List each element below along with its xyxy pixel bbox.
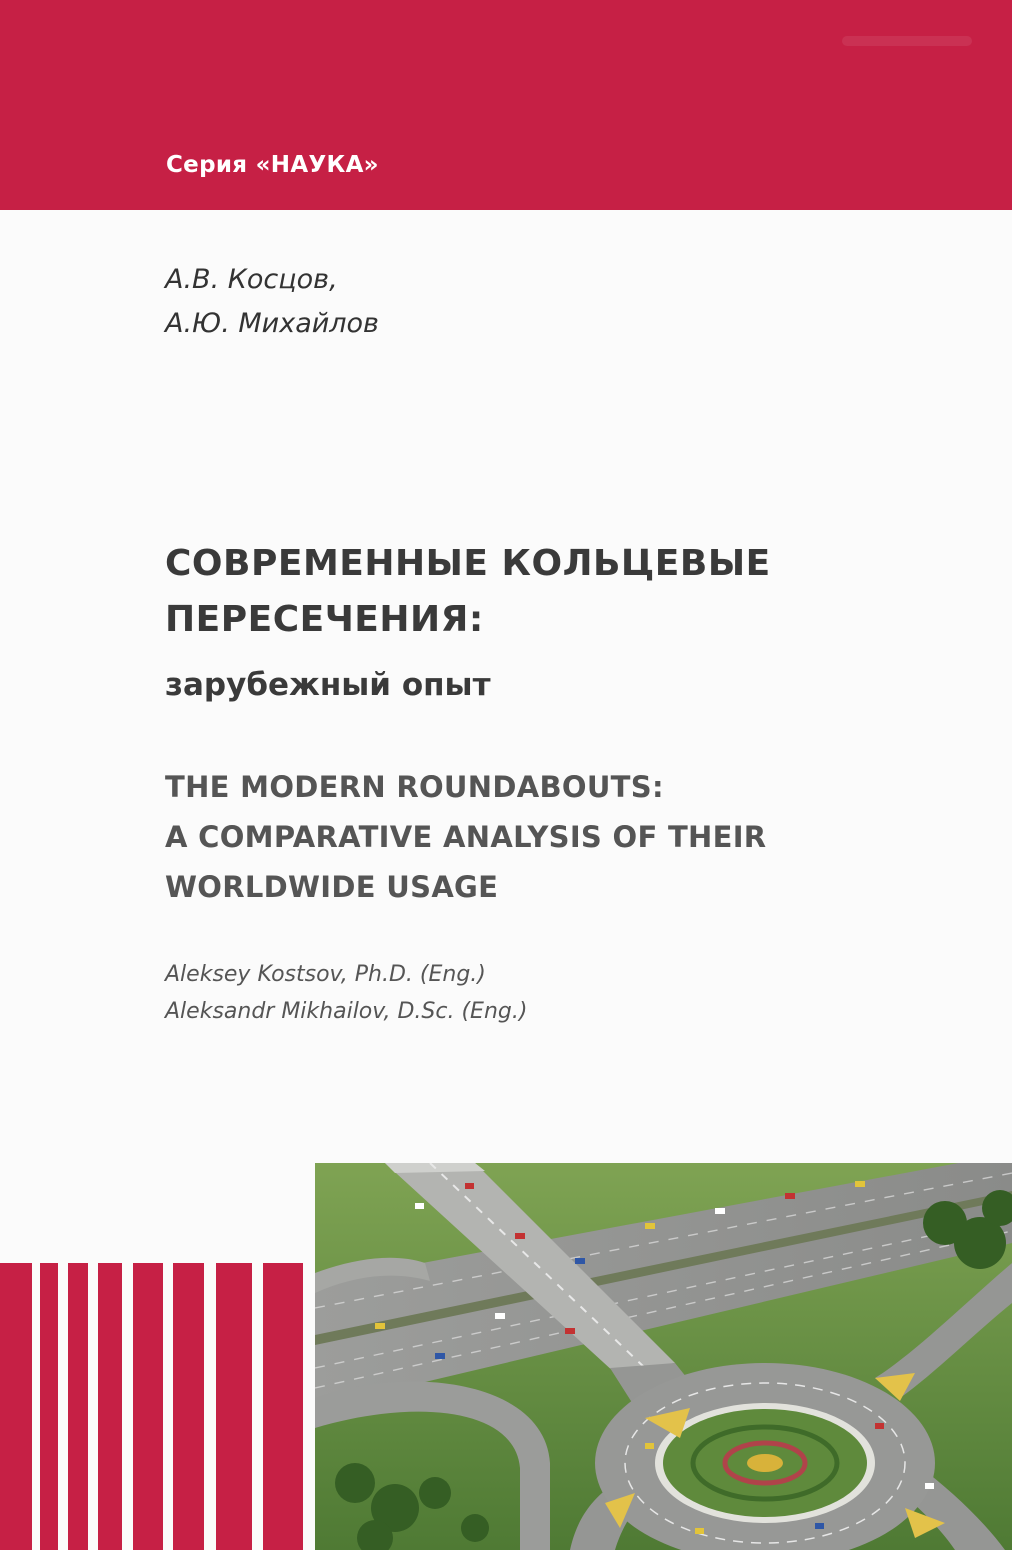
author-en-1: Aleksey Kostsov, Ph.D. (Eng.) [165, 962, 486, 987]
title-ru-line-2: ПЕРЕСЕЧЕНИЯ: [165, 599, 484, 640]
title-ru-line-1: СОВРЕМЕННЫЕ КОЛЬЦЕВЫЕ [165, 543, 771, 584]
author-ru-2: А.Ю. Михайлов [165, 308, 379, 339]
subtitle-russian: зарубежный опыт [165, 667, 491, 703]
stripe [133, 1263, 163, 1550]
title-en-line-2: A COMPARATIVE ANALYSIS OF THEIR [165, 820, 767, 854]
title-en-line-3: WORLDWIDE USAGE [165, 870, 499, 904]
decorative-stripes [0, 1263, 312, 1550]
roundabout-aerial-photo [315, 1163, 1012, 1550]
title-english [165, 762, 766, 912]
author-en-2: Aleksandr Mikhailov, D.Sc. (Eng.) [165, 999, 528, 1024]
stripe [173, 1263, 204, 1550]
series-label: Серия «НАУКА» [166, 152, 379, 178]
authors-english [165, 956, 527, 1030]
title-russian [165, 536, 771, 648]
stripe [40, 1263, 58, 1550]
author-ru-1: А.В. Косцов, [165, 264, 338, 295]
stripe [98, 1263, 122, 1550]
stripe [68, 1263, 88, 1550]
stripe [263, 1263, 303, 1550]
stripe [0, 1263, 32, 1550]
title-en-line-1: THE MODERN ROUNDABOUTS: [165, 770, 664, 804]
top-red-band [0, 0, 1012, 210]
authors-russian [165, 258, 379, 346]
stripe [216, 1263, 252, 1550]
